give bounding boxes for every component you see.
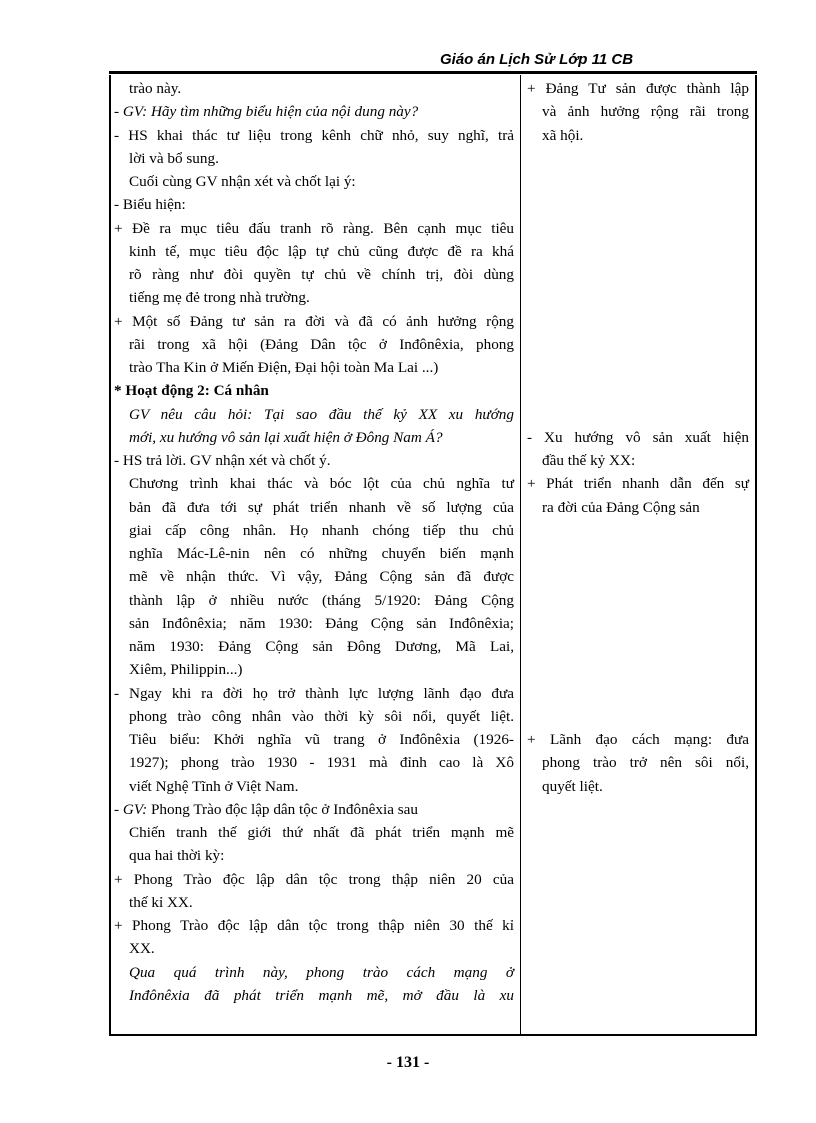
- text-line: rõ ràng như đòi quyền tự chủ về chính trị, đòi dùng: [129, 266, 514, 283]
- text-line: Xiêm, Philippin...): [129, 661, 243, 679]
- page-number: - 131 -: [386, 1054, 430, 1071]
- text-line: phong trào công nhân vào thời kỳ sôi nổi, quyết liệt.: [129, 707, 514, 725]
- note-line: và ảnh hưởng rộng rãi trong: [542, 103, 749, 121]
- header-rule: [109, 71, 757, 74]
- activity-heading: * Hoạt động 2: Cá nhân: [114, 382, 269, 400]
- text-line: nghĩa Mác-Lê-nin nên có những chuyển biến mạnh: [129, 545, 514, 562]
- teacher-activity-column: [114, 77, 514, 1007]
- text-line: 1927); phong trào 1930 - 1931 mà đỉnh cao là Xô: [129, 754, 514, 772]
- text-fragment: Phong Trào độc lập dân tộc ở Inđônêxia sau: [150, 800, 418, 818]
- text-line: sản Inđônêxia; năm 1930: Đảng Cộng sản Inđônêxia;: [129, 614, 514, 632]
- text-line: Qua quá trình này, phong trào cách mạng ở: [129, 963, 514, 981]
- note-line: đầu thế kỷ XX:: [542, 452, 636, 469]
- text-line: - HS khai thác tư liệu trong kênh chữ nhỏ, suy nghĩ, trả: [114, 126, 514, 144]
- column-divider: [520, 75, 521, 1036]
- gv-prefix: - GV:: [114, 800, 148, 818]
- text-line: XX.: [129, 940, 155, 958]
- note-line: + Lãnh đạo cách mạng: đưa: [527, 731, 749, 748]
- note-line: ra đời của Đảng Cộng sản: [542, 498, 700, 516]
- text-line: bản đã đưa tới sự phát triển nhanh về số lượng của: [129, 498, 514, 516]
- text-line: Chương trình khai thác và bóc lột của chủ nghĩa tư: [129, 475, 514, 493]
- text-line: - HS trả lời. GV nhận xét và chốt ý.: [114, 452, 331, 469]
- text-line: Chiến tranh thế giới thứ nhất đã phát triển mạnh mẽ: [129, 824, 514, 841]
- text-line: tiếng mẹ đẻ trong nhà trường.: [129, 289, 310, 307]
- text-line: trào Tha Kin ở Miến Điện, Đại hội toàn Ma Lai ...): [129, 359, 439, 376]
- note-line: + Phát triển nhanh dẫn đến sự: [527, 475, 749, 493]
- text-line: - Ngay khi ra đời họ trở thành lực lượng lãnh đạo đưa: [114, 684, 514, 702]
- text-line: viết Nghệ Tĩnh ở Việt Nam.: [129, 777, 299, 795]
- text-line: mẽ về nhận thức. Vì vậy, Đảng Cộng sản đã được: [129, 568, 514, 586]
- note-line: xã hội.: [542, 126, 584, 144]
- text-line: thành lập ở nhiều nước (tháng 5/1920: Đảng Cộng: [129, 591, 514, 609]
- text-line: giai cấp công nhân. Họ nhanh chóng tiếp thu chủ: [129, 521, 514, 539]
- text-line: kinh tế, mục tiêu độc lập tự chủ cũng được đề ra khá: [129, 242, 514, 260]
- text-line: + Phong Trào độc lập dân tộc trong thập niên 30 thế kỉ: [114, 917, 514, 934]
- text-line: trào này.: [129, 80, 182, 97]
- text-line: Inđônêxia đã phát triển mạnh mẽ, mở đầu là xu: [129, 986, 514, 1004]
- text-line: Tiêu biểu: Khởi nghĩa vũ trang ở Inđônêxia (1926-: [129, 731, 514, 748]
- note-line: + Đảng Tư sản được thành lập: [527, 80, 749, 97]
- content-notes-column: [527, 77, 749, 798]
- note-line: phong trào trở nên sôi nổi,: [542, 754, 749, 772]
- text-line: - GV: Hãy tìm những biểu hiện của nội dung này?: [114, 103, 419, 121]
- text-line: + Phong Trào độc lập dân tộc trong thập niên 20 của: [114, 870, 514, 888]
- text-line: GV nêu câu hỏi: Tại sao đầu thế kỷ XX xu hướng: [129, 405, 514, 423]
- text-line: - Biểu hiện:: [114, 196, 186, 214]
- text-line: thế kỉ XX.: [129, 893, 193, 911]
- text-line: + Một số Đảng tư sản ra đời và đã có ảnh hưởng rộng: [114, 312, 514, 330]
- text-line: qua hai thời kỳ:: [129, 847, 225, 865]
- note-line: - Xu hướng vô sản xuất hiện: [527, 428, 749, 446]
- text-line: lời và bổ sung.: [129, 149, 219, 167]
- text-line: năm 1930: Đảng Cộng sản Đông Dương, Mã Lai,: [129, 638, 514, 655]
- text-line: + Đề ra mục tiêu đấu tranh rõ ràng. Bên cạnh mục tiêu: [114, 219, 514, 237]
- document-header: Giáo án Lịch Sử Lớp 11 CB: [440, 51, 634, 68]
- text-line: mới, xu hướng vô sản lại xuất hiện ở Đông Nam Á?: [129, 428, 443, 446]
- note-line: quyết liệt.: [542, 777, 603, 795]
- text-line: [114, 798, 514, 821]
- text-line: Cuối cùng GV nhận xét và chốt lại ý:: [129, 173, 356, 190]
- text-line: rãi trong xã hội (Đảng Dân tộc ở Inđônêxia, phong: [129, 335, 514, 353]
